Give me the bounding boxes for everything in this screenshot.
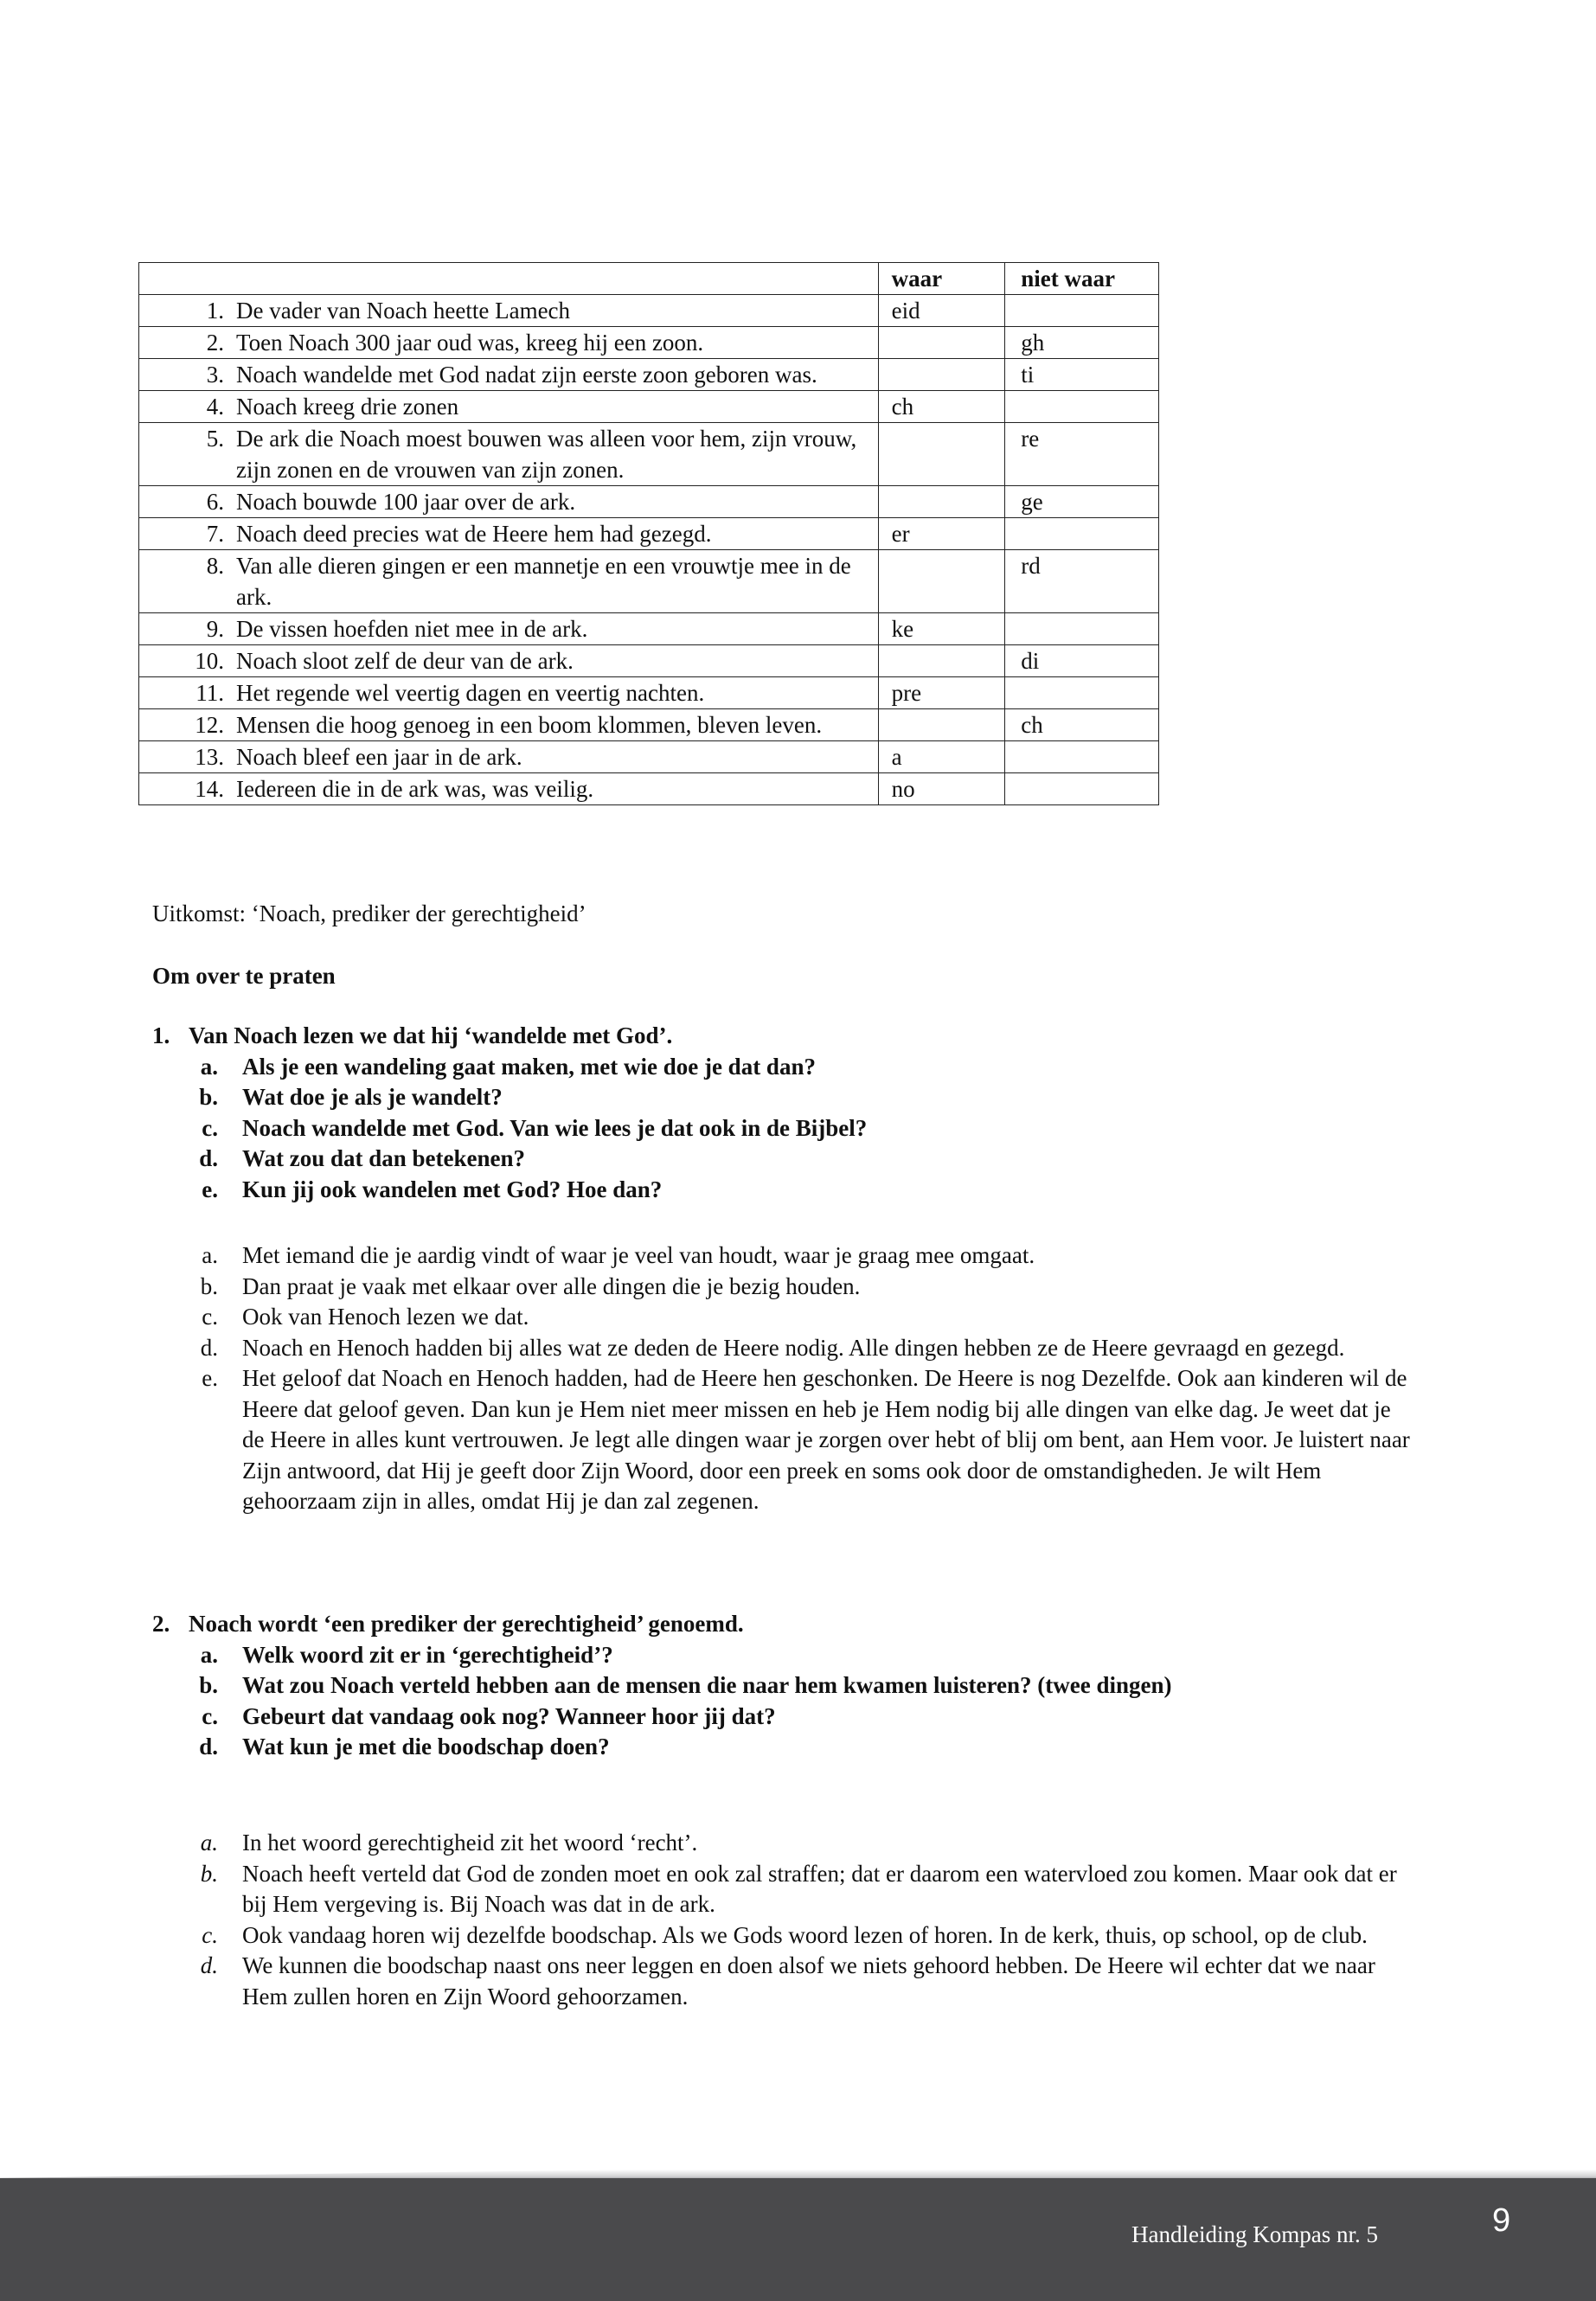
statement-cell <box>139 518 879 550</box>
false-cell: ti <box>1005 359 1159 391</box>
true-cell: ke <box>878 613 1005 645</box>
false-cell: gh <box>1005 327 1159 359</box>
q1-question-label: e. <box>202 1176 218 1202</box>
result-line: Uitkomst: ‘Noach, prediker der gerechtigheid’ <box>152 901 586 926</box>
statement-text: De vader van Noach heette Lamech <box>236 298 571 324</box>
statement-number: 3. <box>206 362 224 388</box>
false-cell <box>1005 677 1159 709</box>
statement-text: Noach deed precies wat de Heere hem had gezegd. <box>236 521 712 547</box>
true-cell: er <box>878 518 1005 550</box>
q1-question-item <box>152 1144 1415 1175</box>
q2-answer-label: b. <box>200 1860 218 1887</box>
q1-answer-text: Het geloof dat Noach en Henoch hadden, had de Heere hen geschonken. De Heere is nog Dezelfde. Ook aan kinderen wil de Heere dat geloof geven. Dan kun je Hem niet meer missen en heb je Hem nodig bij alle dingen van elke dag. Je weet dat je de Heere in alles kunt vertrouwen. Je legt alle dingen waar je zorgen over hebt of blij om bent, aan Hem voor. Je luistert naar Zijn antwoord, dat Hij je geeft door Zijn Woord, door een preek en soms ook door de omstandigheden. Je wilt Hem gehoorzaam zijn in alles, omdat Hij je dan zal zegenen. <box>242 1365 1410 1514</box>
true-cell <box>878 327 1005 359</box>
q1-question-item <box>152 1175 1415 1206</box>
table-row <box>139 391 1159 423</box>
statement-cell <box>139 741 879 773</box>
false-cell: di <box>1005 645 1159 677</box>
statement-cell <box>139 613 879 645</box>
true-cell: eid <box>878 295 1005 327</box>
q1-number: 1. <box>152 1022 170 1048</box>
statement-cell <box>139 359 879 391</box>
statement-number: 1. <box>206 298 224 324</box>
q1-question-text: Wat zou dat dan betekenen? <box>242 1145 526 1171</box>
statement-text: Noach wandelde met God nadat zijn eerste zoon geboren was. <box>236 362 817 388</box>
true-cell <box>878 359 1005 391</box>
q1-answer-item <box>152 1240 1415 1272</box>
true-cell: a <box>878 741 1005 773</box>
false-cell <box>1005 391 1159 423</box>
q1-answer-item <box>152 1333 1415 1364</box>
statement-number: 2. <box>206 330 224 356</box>
true-cell <box>878 550 1005 613</box>
q1-block <box>152 1021 1415 1205</box>
statement-text: Mensen die hoog genoeg in een boom klommen, bleven leven. <box>236 712 823 738</box>
q2-question-text: Gebeurt dat vandaag ook nog? Wanneer hoor jij dat? <box>242 1702 776 1729</box>
q1-answer-label: e. <box>202 1365 218 1391</box>
q1-answer-label: d. <box>200 1334 218 1361</box>
q1-question-text: Kun jij ook wandelen met God? Hoe dan? <box>242 1176 663 1202</box>
table-header-row <box>139 263 1159 295</box>
false-cell: re <box>1005 423 1159 486</box>
true-cell: pre <box>878 677 1005 709</box>
statement-number: 8. <box>206 553 224 579</box>
table-row <box>139 327 1159 359</box>
q1-question-label: c. <box>202 1114 218 1141</box>
q1-title: Van Noach lezen we dat hij ‘wandelde met God’. <box>189 1022 673 1048</box>
true-cell <box>878 645 1005 677</box>
q2-answer-item <box>152 1828 1415 1859</box>
q1-question-text: Wat doe je als je wandelt? <box>242 1084 503 1110</box>
table-row <box>139 518 1159 550</box>
q2-title: Noach wordt ‘een prediker der gerechtigheid’ genoemd. <box>189 1611 744 1637</box>
q2-title-row <box>152 1609 1415 1640</box>
q2-answer-item <box>152 1951 1415 2012</box>
q1-question-label: a. <box>200 1053 218 1080</box>
q2-answer-text: We kunnen die boodschap naast ons neer leggen en doen alsof we niets gehoord hebben. De Heere wil echter dat we naar Hem zullen horen en Zijn Woord gehoorzamen. <box>242 1952 1375 2009</box>
q2-answer-item <box>152 1859 1415 1920</box>
q1-answer-text: Dan praat je vaak met elkaar over alle dingen die je bezig houden. <box>242 1272 861 1299</box>
q2-answers <box>152 1828 1415 2012</box>
statement-cell <box>139 486 879 518</box>
header-statement <box>139 263 879 295</box>
q2-answer-text: Ook vandaag horen wij dezelfde boodschap. Als we Gods woord lezen of horen. In de kerk, thuis, op school, op de club. <box>242 1921 1368 1948</box>
false-cell <box>1005 773 1159 805</box>
statement-number: 11. <box>195 680 224 706</box>
q1-question-text: Noach wandelde met God. Van wie lees je dat ook in de Bijbel? <box>242 1114 868 1141</box>
true-cell: ch <box>878 391 1005 423</box>
false-cell: ge <box>1005 486 1159 518</box>
q2-answer-label: a. <box>200 1830 218 1856</box>
q1-answer-item <box>152 1272 1415 1303</box>
statement-number: 4. <box>206 394 224 420</box>
true-false-table <box>138 262 1159 805</box>
statement-number: 10. <box>195 648 224 674</box>
q2-answer-item <box>152 1920 1415 1952</box>
table-row <box>139 773 1159 805</box>
q2-question-label: c. <box>202 1702 218 1729</box>
statement-cell <box>139 773 879 805</box>
q2-question-text: Wat kun je met die boodschap doen? <box>242 1734 610 1759</box>
q2-answer-label: c. <box>202 1921 218 1948</box>
statement-text: Van alle dieren gingen er een mannetje en een vrouwtje mee in de ark. <box>236 553 851 610</box>
q1-question-item <box>152 1113 1415 1144</box>
q2-question-text: Welk woord zit er in ‘gerechtigheid’? <box>242 1641 613 1668</box>
false-cell: rd <box>1005 550 1159 613</box>
q1-question-text: Als je een wandeling gaat maken, met wie doe je dat dan? <box>242 1053 816 1080</box>
false-cell <box>1005 613 1159 645</box>
false-cell <box>1005 518 1159 550</box>
statement-cell <box>139 677 879 709</box>
q1-question-label: d. <box>199 1145 218 1171</box>
discussion-heading: Om over te praten <box>152 963 336 989</box>
statement-number: 14. <box>195 776 224 802</box>
table-row <box>139 423 1159 486</box>
statement-cell <box>139 645 879 677</box>
statement-cell <box>139 391 879 423</box>
statement-text: De vissen hoefden niet mee in de ark. <box>236 616 588 642</box>
q1-question-item <box>152 1082 1415 1113</box>
q2-question-item <box>152 1702 1415 1733</box>
q1-answer-item <box>152 1363 1415 1517</box>
false-cell <box>1005 295 1159 327</box>
table-row <box>139 613 1159 645</box>
table-row <box>139 486 1159 518</box>
statement-text: De ark die Noach moest bouwen was alleen voor hem, zijn vrouw, zijn zonen en de vrouwen van zijn zonen. <box>236 426 857 483</box>
q1-answers <box>152 1240 1415 1517</box>
true-cell <box>878 423 1005 486</box>
table-row <box>139 295 1159 327</box>
statement-number: 13. <box>195 744 224 770</box>
true-cell <box>878 486 1005 518</box>
true-cell <box>878 709 1005 741</box>
table-row <box>139 741 1159 773</box>
q2-answer-text: Noach heeft verteld dat God de zonden moet en ook zal straffen; dat er daarom een watervloed zou komen. Maar ook dat er bij Hem vergeving is. Bij Noach was dat in de ark. <box>242 1860 1397 1917</box>
statement-text: Noach sloot zelf de deur van de ark. <box>236 648 574 674</box>
statement-cell <box>139 423 879 486</box>
q1-answer-label: a. <box>202 1242 218 1268</box>
statement-number: 12. <box>195 712 224 738</box>
false-cell <box>1005 741 1159 773</box>
q2-answer-text: In het woord gerechtigheid zit het woord ‘recht’. <box>242 1830 698 1856</box>
statement-text: Noach kreeg drie zonen <box>236 394 459 420</box>
q1-title-row <box>152 1021 1415 1052</box>
header-false: niet waar <box>1005 263 1159 295</box>
table-row <box>139 677 1159 709</box>
statement-number: 7. <box>206 521 224 547</box>
q2-question-item <box>152 1670 1415 1702</box>
statement-cell <box>139 709 879 741</box>
q2-question-label: a. <box>200 1641 218 1668</box>
statement-text: Iedereen die in de ark was, was veilig. <box>236 776 594 802</box>
q1-answer-item <box>152 1302 1415 1333</box>
q1-answer-text: Met iemand die je aardig vindt of waar je veel van houdt, waar je graag mee omgaat. <box>242 1242 1035 1268</box>
q2-question-item <box>152 1732 1415 1763</box>
statement-text: Toen Noach 300 jaar oud was, kreeg hij een zoon. <box>236 330 704 356</box>
page-number: 9 <box>1492 2202 1511 2239</box>
q2-answer-label: d. <box>200 1952 218 1978</box>
statement-text: Noach bouwde 100 jaar over de ark. <box>236 489 576 515</box>
header-true: waar <box>878 263 1005 295</box>
false-cell: ch <box>1005 709 1159 741</box>
table-row <box>139 709 1159 741</box>
q1-answer-text: Noach en Henoch hadden bij alles wat ze deden de Heere nodig. Alle dingen hebben ze de Heere gevraagd en gezegd. <box>242 1334 1345 1361</box>
q2-block <box>152 1609 1415 1763</box>
statement-cell <box>139 295 879 327</box>
statement-number: 6. <box>206 489 224 515</box>
table-row <box>139 645 1159 677</box>
statement-number: 9. <box>206 616 224 642</box>
q1-question-item <box>152 1052 1415 1083</box>
q2-question-text: Wat zou Noach verteld hebben aan de mensen die naar hem kwamen luisteren? (twee dingen) <box>242 1672 1172 1698</box>
footer-title: Handleiding Kompas nr. 5 <box>1131 2221 1378 2247</box>
statement-number: 5. <box>206 426 224 452</box>
q2-question-label: b. <box>199 1672 218 1698</box>
q1-question-label: b. <box>199 1084 218 1110</box>
q2-question-item <box>152 1640 1415 1671</box>
q1-answer-text: Ook van Henoch lezen we dat. <box>242 1304 529 1330</box>
statement-text: Het regende wel veertig dagen en veertig nachten. <box>236 680 705 706</box>
q2-number: 2. <box>152 1611 170 1637</box>
table-row <box>139 359 1159 391</box>
statement-cell <box>139 550 879 613</box>
q1-answer-label: c. <box>202 1304 218 1330</box>
true-cell: no <box>878 773 1005 805</box>
q1-answer-label: b. <box>200 1272 218 1299</box>
table-row <box>139 550 1159 613</box>
statement-text: Noach bleef een jaar in de ark. <box>236 744 522 770</box>
statement-cell <box>139 327 879 359</box>
q2-question-label: d. <box>199 1734 218 1759</box>
